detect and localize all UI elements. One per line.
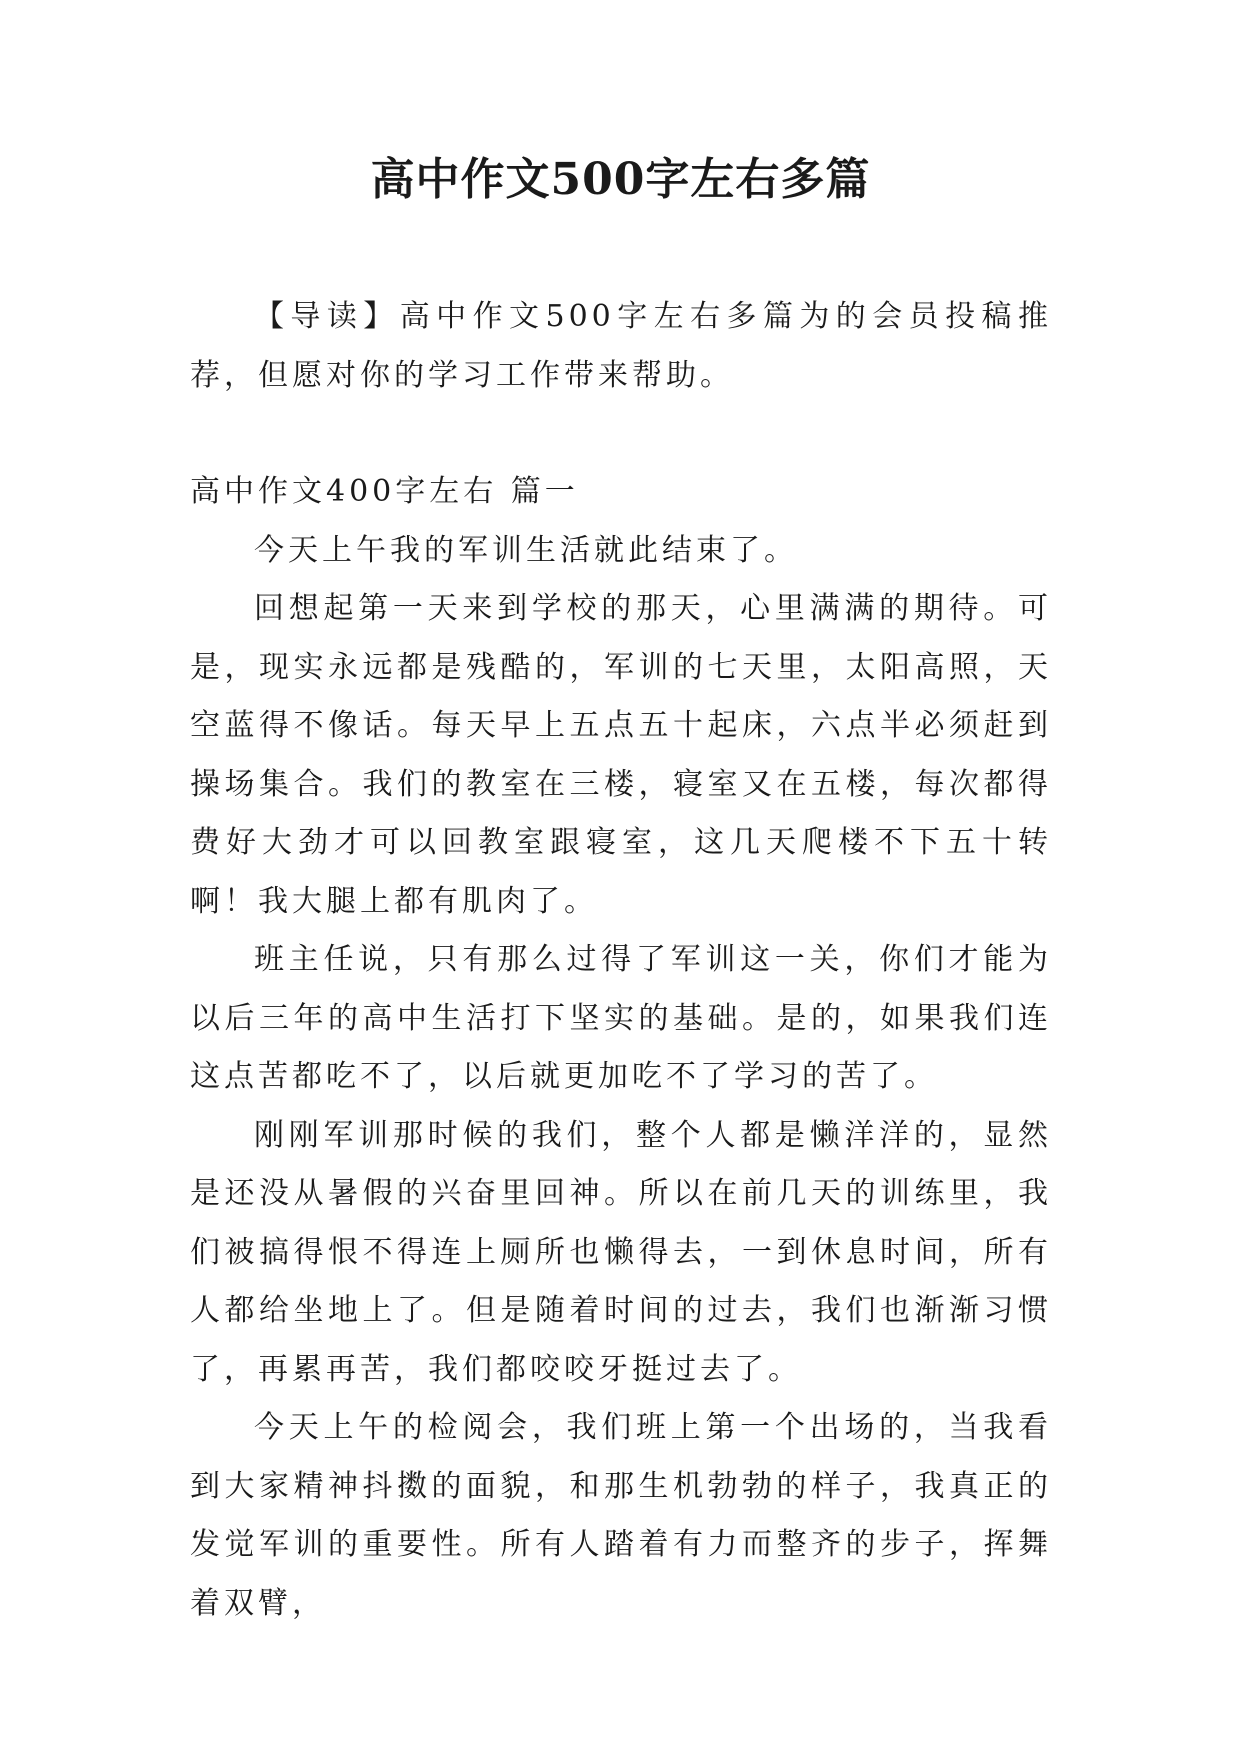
intro-paragraph: 【导读】高中作文500字左右多篇为的会员投稿推荐，但愿对你的学习工作带来帮助。 [190, 299, 1052, 393]
body-paragraph: 今天上午我的军训生活就此结束了。 [254, 532, 798, 568]
document-title: 高中作文500字左右多篇 [370, 154, 871, 205]
body-paragraph: 今天上午的检阅会，我们班上第一个出场的，当我看到大家精神抖擞的面貌，和那生机勃勃的样子，我真正的发觉军训的重要性。所有人踏着有力而整齐的步子，挥舞着双臂， [190, 1410, 1052, 1621]
body-paragraph: 班主任说，只有那么过得了军训这一关，你们才能为以后三年的高中生活打下坚实的基础。是的，如果我们连这点苦都吃不了，以后就更加吃不了学习的苦了。 [190, 942, 1052, 1094]
document-body [190, 288, 1052, 1633]
body-paragraph: 刚刚军训那时候的我们，整个人都是懒洋洋的，显然是还没从暑假的兴奋里回神。所以在前几天的训练里，我们被搞得恨不得连上厕所也懒得去，一到休息时间，所有人都给坐地上了。但是随着时间的过去，我们也渐渐习惯了，再累再苦，我们都咬咬牙挺过去了。 [190, 1117, 1052, 1387]
body-paragraph: 回想起第一天来到学校的那天，心里满满的期待。可是，现实永远都是残酷的，军训的七天里，太阳高照，天空蓝得不像话。每天早上五点五十起床，六点半必须赶到操场集合。我们的教室在三楼，寝室又在五楼，每次都得费好大劲才可以回教室跟寝室，这几天爬楼不下五十转啊！我大腿上都有肌肉了。 [190, 591, 1052, 919]
section-title: 高中作文400字左右 篇一 [190, 474, 579, 509]
